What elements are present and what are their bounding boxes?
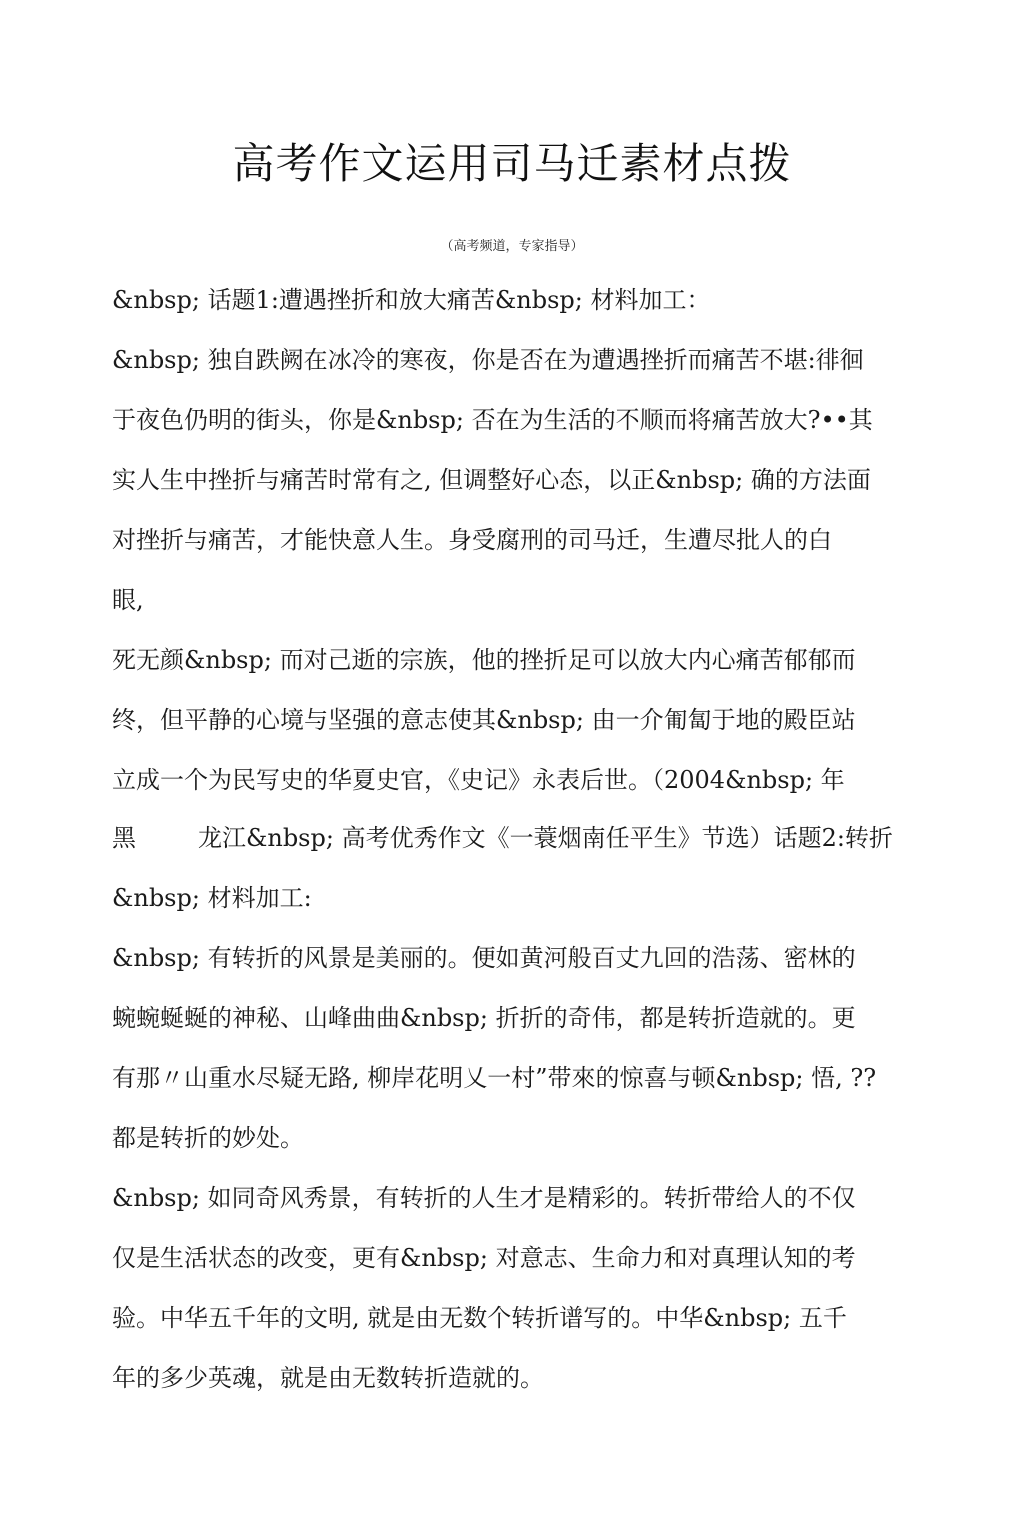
paragraph-line-19: 年的多少英魂，就是由无数转折造就的。 bbox=[112, 1364, 544, 1392]
paragraph-line-15: 都是转折的妙处。 bbox=[112, 1124, 304, 1152]
paragraph-line-6: 眼, bbox=[112, 586, 144, 614]
paragraph-line-11: &nbsp; 材料加工: bbox=[112, 884, 312, 912]
paragraph-line-16: &nbsp; 如同奇风秀景，有转折的人生才是精彩的。转折带给人的不仅 bbox=[112, 1184, 856, 1212]
paragraph-line-13: 蜿蜿蜒蜒的神秘、山峰曲曲&nbsp; 折折的奇伟，都是转折造就的。更 bbox=[112, 1004, 856, 1032]
paragraph-line-10 bbox=[112, 821, 893, 855]
paragraph-line-2: &nbsp; 独自跌阙在冰冷的寒夜，你是否在为遭遇挫折而痛苦不堪:徘徊 bbox=[112, 346, 864, 374]
paragraph-line-4: 实人生中挫折与痛苦时常有之, 但调整好心态，以正&nbsp; 确的方法面 bbox=[112, 466, 871, 494]
paragraph-line-7: 死无颜&nbsp; 而对己逝的宗族，他的挫折足可以放大内心痛苦郁郁而 bbox=[112, 646, 856, 674]
line-10-prefix: 黑 bbox=[112, 824, 136, 852]
paragraph-line-8: 终，但平静的心境与坚强的意志使其&nbsp; 由一介匍匐于地的殿臣站 bbox=[112, 706, 856, 734]
paragraph-line-3: 于夜色仍明的街头，你是&nbsp; 否在为生活的不顺而将痛苦放大?••其 bbox=[112, 406, 873, 434]
paragraph-line-1: &nbsp; 话题1:遭遇挫折和放大痛苦&nbsp; 材料加工： bbox=[112, 286, 711, 314]
paragraph-line-17: 仅是生活状态的改变，更有&nbsp; 对意志、生命力和对真理认知的考 bbox=[112, 1244, 856, 1272]
paragraph-line-9: 立成一个为民写史的华夏史官，《史记》永表后世。（2004&nbsp; 年 bbox=[112, 766, 845, 794]
line-10-text: 龙江&nbsp; 高考优秀作文《一蓑烟南任平生》节选）话题2:转折 bbox=[198, 824, 893, 852]
paragraph-line-18: 验。中华五千年的文明, 就是由无数个转折谱写的。中华&nbsp; 五千 bbox=[112, 1304, 847, 1332]
document-title: 高考作文运用司马迁素材点拨 bbox=[232, 139, 792, 188]
paragraph-line-5: 对挫折与痛苦，才能快意人生。身受腐刑的司马迁，生遭尽批人的白 bbox=[112, 526, 832, 554]
paragraph-line-14: 有那〃山重水尽疑无路, 柳岸花明乂一村”带來的惊喜与顿&nbsp; 悟, ?? bbox=[112, 1064, 877, 1092]
paragraph-line-12: &nbsp; 有转折的风景是美丽的。便如黄河般百丈九回的浩荡、密林的 bbox=[112, 944, 856, 972]
document-subtitle: （高考频道，专家指导） bbox=[440, 239, 584, 254]
